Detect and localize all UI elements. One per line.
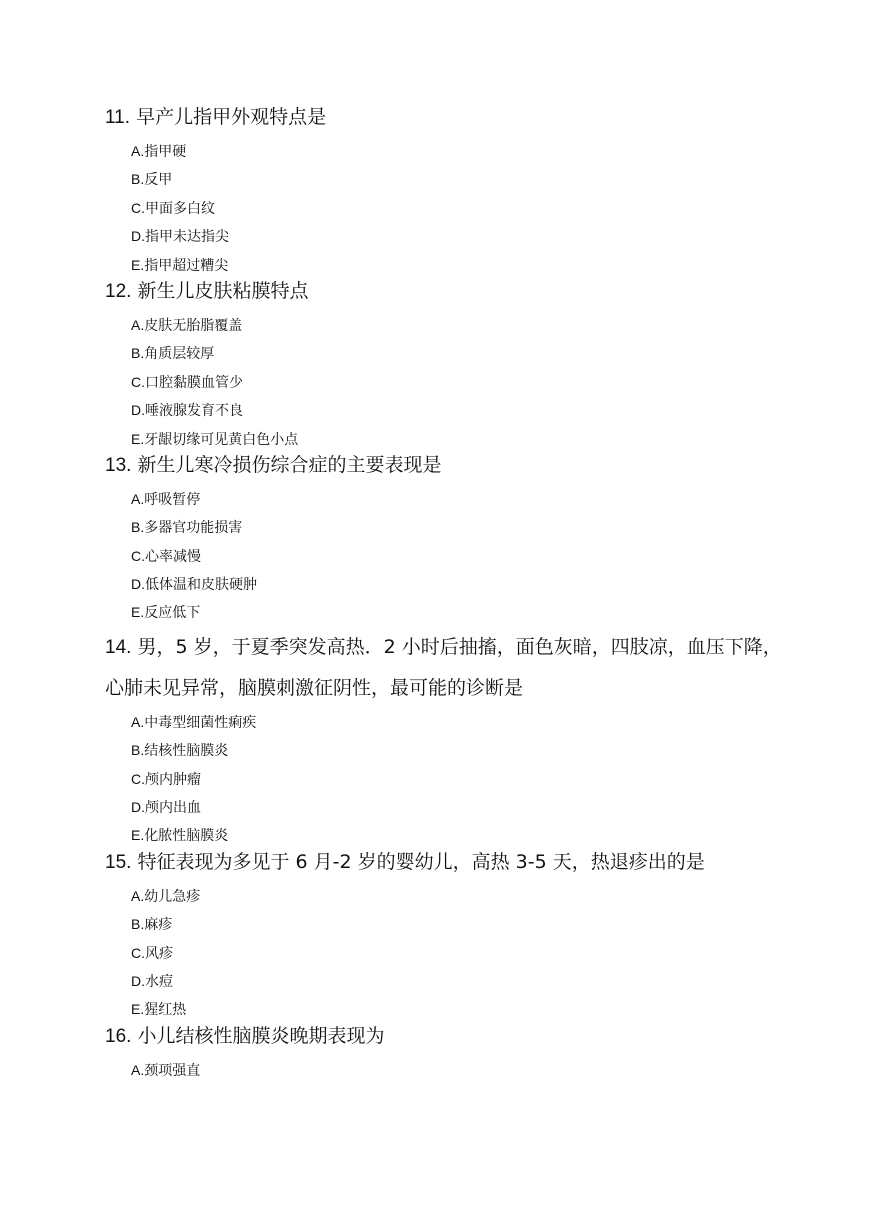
option-item bbox=[131, 222, 785, 250]
question-block bbox=[105, 1024, 785, 1084]
option-letter: A. bbox=[131, 490, 145, 507]
option-letter: C. bbox=[131, 944, 145, 961]
question-text: 小儿结核性脑膜炎晚期表现为 bbox=[137, 1024, 385, 1047]
option-letter: B. bbox=[131, 519, 145, 536]
option-letter: A. bbox=[131, 143, 145, 159]
option-text: 口腔黏膜血管少 bbox=[145, 374, 243, 391]
option-text: 颅内出血 bbox=[145, 800, 201, 817]
question-text: 新生儿皮肤粘膜特点 bbox=[137, 279, 309, 302]
option-text: 唾液腺发育不良 bbox=[145, 403, 243, 420]
option-item bbox=[131, 251, 785, 279]
option-text: 猩红热 bbox=[144, 1002, 187, 1019]
question-number: 14. bbox=[105, 636, 132, 658]
option-letter: D. bbox=[131, 402, 145, 419]
option-item bbox=[131, 793, 785, 821]
option-text: 颅内肿瘤 bbox=[145, 771, 201, 788]
option-item bbox=[131, 339, 785, 367]
option-letter: B. bbox=[131, 171, 145, 188]
option-letter: C. bbox=[131, 373, 145, 390]
option-letter: C. bbox=[131, 547, 145, 564]
question-block bbox=[105, 453, 785, 627]
question-stem bbox=[105, 850, 785, 875]
option-item bbox=[131, 736, 785, 764]
question-stem bbox=[105, 279, 785, 304]
option-text: 反甲 bbox=[144, 172, 173, 189]
question-number: 15. bbox=[105, 851, 132, 873]
option-letter: A. bbox=[131, 1061, 145, 1078]
option-letter: E. bbox=[131, 827, 145, 844]
option-item bbox=[131, 765, 785, 793]
question-text: 新生儿寒冷损伤综合症的主要表现是 bbox=[137, 453, 442, 476]
option-item bbox=[131, 485, 785, 513]
option-text: 指甲超过糟尖 bbox=[144, 257, 229, 274]
option-text: 牙龈切缘可见黄白色小点 bbox=[144, 431, 299, 448]
option-list bbox=[105, 311, 785, 453]
question-stem bbox=[105, 453, 785, 478]
question-text: 男，5 岁，于夏季突发高热．2 小时后抽搐，面色灰暗，四肢凉，血压下降，心肺未见异常，脑膜刺激征阴性，最可能的诊断是 bbox=[105, 635, 782, 699]
option-text: 风疹 bbox=[145, 945, 173, 962]
question-number: 11. bbox=[105, 107, 131, 128]
question-text: 早产儿指甲外观特点是 bbox=[136, 106, 327, 128]
option-letter: D. bbox=[131, 228, 145, 245]
option-list bbox=[105, 882, 785, 1024]
option-letter: A. bbox=[131, 713, 145, 730]
option-item bbox=[131, 137, 785, 165]
option-list bbox=[105, 485, 785, 627]
option-item bbox=[131, 1056, 785, 1084]
question-stem bbox=[105, 1024, 785, 1049]
question-number: 12. bbox=[105, 280, 132, 302]
option-item bbox=[131, 882, 785, 910]
option-text: 呼吸暂停 bbox=[144, 491, 201, 508]
question-stem bbox=[105, 105, 785, 130]
document-body bbox=[105, 105, 785, 1084]
option-letter: E. bbox=[131, 430, 145, 447]
option-text: 化脓性脑膜炎 bbox=[144, 828, 229, 845]
option-item bbox=[131, 967, 785, 995]
option-text: 皮肤无胎脂覆盖 bbox=[144, 317, 243, 334]
question-block bbox=[105, 279, 785, 453]
option-item bbox=[131, 939, 785, 967]
option-letter: C. bbox=[131, 770, 145, 787]
question-block bbox=[105, 105, 785, 279]
option-item bbox=[131, 311, 785, 339]
option-text: 甲面多白纹 bbox=[145, 200, 215, 217]
option-text: 颈项强直 bbox=[144, 1062, 201, 1079]
option-letter: A. bbox=[131, 316, 145, 333]
option-item bbox=[131, 708, 785, 736]
option-item bbox=[131, 513, 785, 541]
option-letter: E. bbox=[131, 1001, 145, 1018]
option-letter: D. bbox=[131, 972, 145, 989]
option-text: 反应低下 bbox=[144, 605, 201, 622]
question-text: 特征表现为多见于 6 月-2 岁的婴幼儿，高热 3-5 天，热退疹出的是 bbox=[137, 850, 705, 873]
option-item bbox=[131, 368, 785, 396]
option-list bbox=[105, 137, 785, 279]
option-item bbox=[131, 542, 785, 570]
option-item bbox=[131, 821, 785, 849]
option-item bbox=[131, 425, 785, 453]
option-item bbox=[131, 396, 785, 424]
option-letter: B. bbox=[131, 742, 145, 759]
option-item bbox=[131, 910, 785, 938]
option-text: 中毒型细菌性痢疾 bbox=[144, 714, 257, 731]
question-number: 16. bbox=[105, 1025, 132, 1047]
option-list bbox=[105, 708, 785, 850]
option-letter: D. bbox=[131, 799, 145, 816]
option-text: 水痘 bbox=[145, 973, 173, 990]
option-text: 指甲硬 bbox=[144, 144, 187, 160]
option-item bbox=[131, 995, 785, 1023]
option-item bbox=[131, 570, 785, 598]
option-letter: E. bbox=[131, 604, 145, 621]
option-letter: B. bbox=[131, 916, 145, 933]
question-number: 13. bbox=[105, 454, 132, 476]
option-item bbox=[131, 165, 785, 193]
option-text: 心率减慢 bbox=[145, 548, 201, 565]
option-text: 角质层较厚 bbox=[144, 346, 215, 363]
option-letter: C. bbox=[131, 199, 145, 216]
option-letter: A. bbox=[131, 887, 145, 904]
option-letter: B. bbox=[131, 345, 145, 362]
option-item bbox=[131, 598, 785, 626]
option-text: 结核性脑膜炎 bbox=[144, 743, 229, 760]
option-text: 麻疹 bbox=[144, 917, 173, 934]
question-stem bbox=[105, 627, 785, 708]
option-text: 幼儿急疹 bbox=[144, 888, 201, 905]
option-list bbox=[105, 1056, 785, 1084]
option-letter: D. bbox=[131, 576, 145, 593]
option-letter: E. bbox=[131, 256, 145, 273]
option-text: 指甲未达指尖 bbox=[145, 229, 229, 246]
option-item bbox=[131, 194, 785, 222]
question-block bbox=[105, 627, 785, 850]
question-block bbox=[105, 850, 785, 1024]
option-text: 低体温和皮肤硬肿 bbox=[145, 577, 257, 594]
option-text: 多器官功能损害 bbox=[144, 520, 243, 537]
